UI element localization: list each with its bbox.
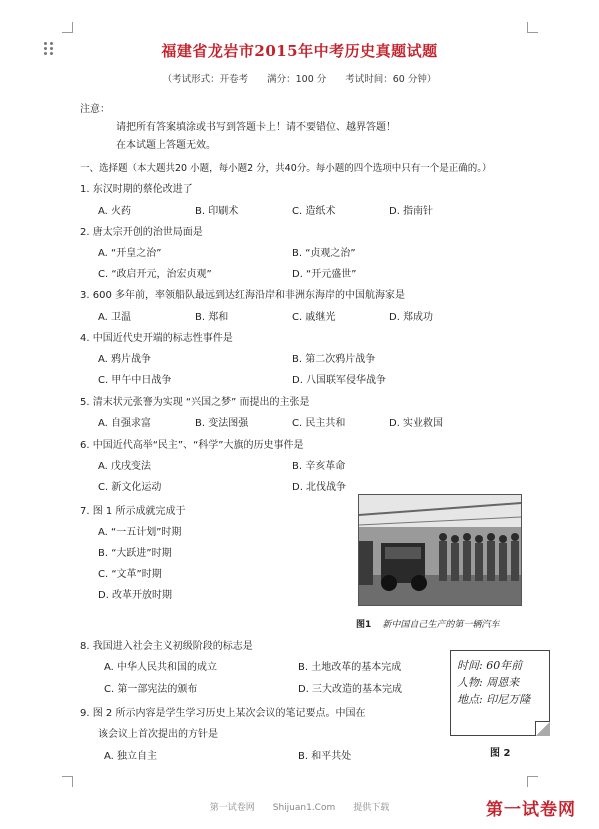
option-5c: C. 民主共和	[292, 418, 346, 429]
option-1a: A. 火药	[98, 206, 132, 217]
option-6a: A. 戊戌变法	[98, 461, 152, 472]
option-8b: B. 土地改革的基本完成	[298, 662, 402, 673]
note-line-place: 地点: 印尼万隆	[457, 693, 531, 706]
crop-mark-top-right	[527, 22, 538, 33]
figure-2-note-card	[450, 650, 550, 736]
option-4b: B. 第二次鸦片战争	[292, 354, 376, 365]
figure-1-caption	[356, 617, 499, 630]
question-5: 5. 清末状元张謇为实现 “兴国之梦” 而提出的主张是	[80, 397, 310, 408]
figure-1-text: 新中国自己生产的第一辆汽车	[382, 620, 500, 630]
section-heading: 一、选择题（本大题共20 小题，每小题2 分，共40分。每小题的四个选项中只有一个是正确的。）	[80, 163, 492, 174]
crop-mark-bottom-left	[62, 776, 73, 787]
page-title: 福建省龙岩市2015年中考历史真题试题	[161, 42, 438, 60]
option-8c: C. 第一部宪法的颁布	[104, 684, 198, 695]
notice-line-1: 请把所有答案填涂或书写到答题卡上！请不要错位、越界答题！	[116, 122, 396, 133]
notice-line-2: 在本试题上答题无效。	[116, 140, 216, 151]
option-2d: D. “开元盛世”	[292, 269, 357, 280]
option-2a: A. “开皇之治”	[98, 248, 162, 259]
option-7d: D. 改革开放时期	[98, 590, 173, 601]
question-1: 1. 东汉时期的蔡伦改进了	[80, 184, 193, 195]
page-fold-icon	[535, 721, 550, 736]
option-3a: A. 卫温	[98, 312, 132, 323]
crop-mark-bottom-right	[527, 776, 538, 787]
option-6b: B. 辛亥革命	[292, 461, 346, 472]
option-5d: D. 实业救国	[389, 418, 444, 429]
option-7b: B. “大跃进”时期	[98, 548, 172, 559]
option-4c: C. 甲午中日战争	[98, 375, 172, 386]
question-3: 3. 600 多年前，率领船队最远到达红海沿岸和非洲东海岸的中国航海家是	[80, 290, 405, 301]
figure-1-photo	[358, 494, 522, 606]
question-9-continued: 该会议上首次提出的方针是	[98, 729, 218, 740]
question-7: 7. 图 1 所示成就完成于	[80, 506, 186, 517]
question-8: 8. 我国进入社会主义初级阶段的标志是	[80, 641, 253, 652]
question-9: 9. 图 2 所示内容是学生学习历史上某次会议的笔记要点。中国在	[80, 708, 366, 719]
option-9b: B. 和平共处	[298, 751, 352, 762]
note-line-time: 时间: 60年前	[457, 659, 523, 672]
option-5b: B. 变法图强	[195, 418, 249, 429]
notice-label: 注意：	[80, 104, 110, 115]
option-9a: A. 独立自主	[104, 751, 158, 762]
option-7a: A. “一五计划”时期	[98, 527, 182, 538]
question-6: 6. 中国近代高举“民主”、“科学”大旗的历史事件是	[80, 440, 304, 451]
exam-info: （考试形式：开卷考 满分：100 分 考试时间：60 分钟）	[162, 74, 437, 85]
option-4d: D. 八国联军侵华战争	[292, 375, 387, 386]
question-4: 4. 中国近代史开端的标志性事件是	[80, 333, 233, 344]
figure-2-caption: 图 2	[490, 748, 511, 759]
option-3b: B. 郑和	[195, 312, 229, 323]
footer-text: 第一试卷网 Shijuan1.Com 提供下载	[209, 803, 390, 813]
option-3c: C. 戚继光	[292, 312, 336, 323]
option-1d: D. 指南针	[389, 206, 434, 217]
watermark-logo: 第一试卷网	[486, 800, 576, 820]
option-1c: C. 造纸术	[292, 206, 336, 217]
option-8d: D. 三大改造的基本完成	[298, 684, 403, 695]
option-7c: C. “文革”时期	[98, 569, 162, 580]
option-2b: B. “贞观之治”	[292, 248, 356, 259]
option-1b: B. 印刷术	[195, 206, 239, 217]
crop-mark-top-left	[62, 22, 73, 33]
option-6d: D. 北伐战争	[292, 482, 347, 493]
option-8a: A. 中华人民共和国的成立	[104, 662, 218, 673]
option-2c: C. “政启开元，治宏贞观”	[98, 269, 212, 280]
question-2: 2. 唐太宗开创的治世局面是	[80, 227, 203, 238]
option-3d: D. 郑成功	[389, 312, 434, 323]
note-line-person: 人物: 周恩来	[457, 676, 520, 689]
figure-1-label: 图1	[356, 620, 372, 630]
option-6c: C. 新文化运动	[98, 482, 162, 493]
option-5a: A. 自强求富	[98, 418, 152, 429]
option-4a: A. 鸦片战争	[98, 354, 152, 365]
